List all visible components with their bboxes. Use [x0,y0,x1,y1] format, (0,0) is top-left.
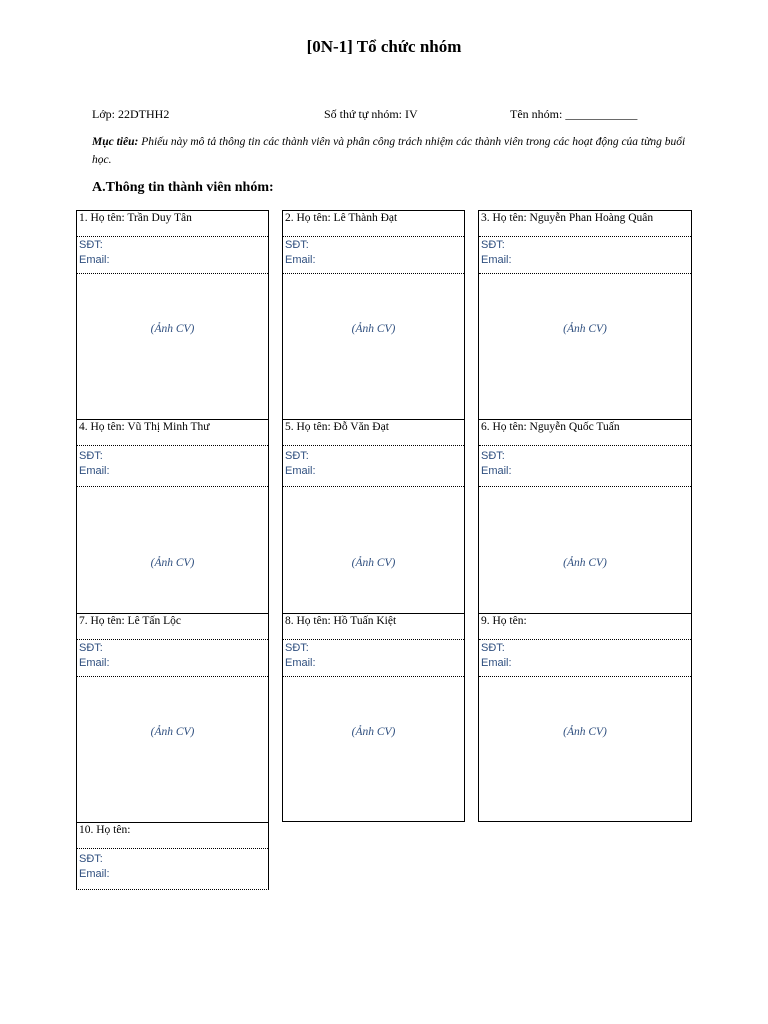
phone-label: SĐT: [79,853,103,865]
photo-label: (Ảnh CV) [563,323,607,335]
photo-label: (Ảnh CV) [351,323,396,335]
email-label: Email: [79,465,110,477]
member-card [478,419,692,614]
photo-label: (Ảnh CV) [150,323,195,335]
member-card [76,210,269,420]
photo-label: (Ảnh CV) [563,726,607,738]
member-name: 8. Họ tên: Hồ Tuấn Kiệt [283,614,464,640]
member-name: 6. Họ tên: Nguyễn Quốc Tuấn [479,420,691,446]
email-label: Email: [481,657,512,669]
photo-placeholder [479,487,691,613]
photo-placeholder [283,274,464,419]
member-contact [479,446,691,487]
member-contact [77,640,268,677]
class-label: Lớp: 22DTHH2 [92,107,170,121]
email-label: Email: [481,254,512,266]
phone-label: SĐT: [79,450,103,462]
member-card [76,822,269,890]
member-card [76,419,269,614]
member-contact [77,446,268,487]
email-label: Email: [79,868,110,880]
phone-label: SĐT: [481,450,505,462]
member-contact [479,640,691,677]
member-card [282,419,465,614]
photo-label: (Ảnh CV) [351,557,396,569]
member-card [478,613,692,822]
member-name: 1. Họ tên: Trần Duy Tân [77,211,268,237]
email-label: Email: [79,657,110,669]
phone-label: SĐT: [285,642,309,654]
photo-placeholder [77,487,268,613]
member-name: 10. Họ tên: [77,823,268,849]
phone-label: SĐT: [79,642,103,654]
phone-label: SĐT: [481,239,505,251]
photo-placeholder [77,274,268,419]
member-name: 4. Họ tên: Vũ Thị Minh Thư [77,420,268,446]
member-card [478,210,692,420]
member-name: 5. Họ tên: Đỗ Văn Đạt [283,420,464,446]
member-contact [77,849,268,886]
member-contact [77,237,268,274]
member-contact [479,237,691,274]
phone-label: SĐT: [285,239,309,251]
photo-placeholder [283,677,464,821]
photo-placeholder [479,274,691,419]
member-name: 9. Họ tên: [479,614,691,640]
page-title: [0N-1] Tổ chức nhóm [306,37,462,56]
photo-label: (Ảnh CV) [563,557,607,569]
member-contact [283,640,464,677]
photo-label: (Ảnh CV) [351,726,396,738]
section-a-heading: A.Thông tin thành viên nhóm: [92,180,274,195]
photo-placeholder [479,677,691,821]
photo-label: (Ảnh CV) [150,726,195,738]
email-label: Email: [285,254,316,266]
email-label: Email: [285,465,316,477]
member-name: 7. Họ tên: Lê Tấn Lộc [77,614,268,640]
member-contact [283,446,464,487]
member-name: 2. Họ tên: Lê Thành Đạt [283,211,464,237]
email-label: Email: [79,254,110,266]
objective-label: Mục tiêu: [92,136,139,148]
group-name-label: Tên nhóm: ____________ [510,107,638,121]
member-card [282,210,465,420]
objective-text: Phiếu này mô tả thông tin các thành viên và phân công trách nhiệm các thành viên trong các hoạt động của từng buổi học. [92,136,686,166]
objective-paragraph [92,133,692,169]
email-label: Email: [285,657,316,669]
photo-label: (Ảnh CV) [150,557,195,569]
member-card [76,613,269,823]
photo-placeholder [77,677,268,822]
member-name: 3. Họ tên: Nguyễn Phan Hoàng Quân [479,211,691,237]
phone-label: SĐT: [79,239,103,251]
member-card [282,613,465,822]
email-label: Email: [481,465,512,477]
member-contact [283,237,464,274]
phone-label: SĐT: [481,642,505,654]
phone-label: SĐT: [285,450,309,462]
group-number-label: Số thứ tự nhóm: IV [324,107,418,121]
photo-placeholder [283,487,464,613]
